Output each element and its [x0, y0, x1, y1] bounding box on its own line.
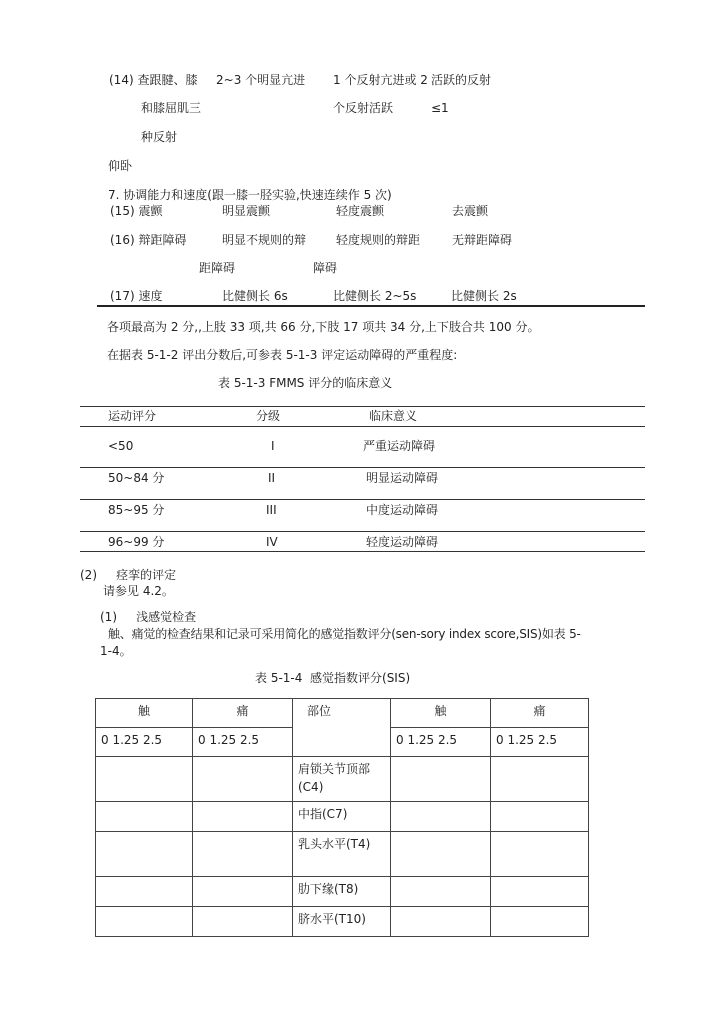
sis-cell [391, 832, 491, 877]
fmms-cell: IV [266, 535, 278, 549]
item16-score0-cont: 距障碍 [199, 261, 236, 275]
fmms-header: 运动评分 [108, 409, 157, 423]
item15-score0: 明显震颤 [222, 204, 271, 218]
divider [80, 499, 645, 500]
item17-label: (17) 速度 [110, 289, 163, 303]
item14-score1: 1 个反射亢进或 2 [333, 73, 428, 87]
fmms-cell: 严重运动障碍 [363, 439, 436, 453]
fmms-cell: I [271, 439, 275, 453]
sis-site: 脐水平(T10) [293, 907, 391, 937]
table-bottom-rule [97, 305, 645, 307]
divider [80, 551, 645, 552]
spasticity-text: 请参见 4.2。 [103, 584, 174, 598]
sis-cell [96, 877, 193, 907]
sis-header-touch: 触 [391, 699, 491, 728]
sis-header-site: 部位 [293, 699, 391, 757]
sis-cell [96, 802, 193, 832]
fmms-caption: 表 5-1-3 FMMS 评分的临床意义 [218, 376, 393, 390]
item16-score2: 无辩距障碍 [452, 233, 513, 247]
item15-label: (15) 震颤 [110, 204, 163, 218]
fmms-cell: 轻度运动障碍 [366, 535, 439, 549]
fmms-cell: <50 [108, 439, 134, 453]
sis-scale: 0 1.25 2.5 [391, 728, 491, 757]
sis-cell [491, 832, 589, 877]
fmms-cell: 85~95 分 [108, 503, 165, 517]
sis-cell [193, 802, 293, 832]
sis-cell [491, 907, 589, 937]
item14-label: (14) 查跟腱、膝 [109, 73, 198, 87]
sis-cell [96, 832, 193, 877]
sis-scale: 0 1.25 2.5 [96, 728, 193, 757]
fmms-header: 分级 [256, 409, 281, 423]
divider [80, 426, 645, 427]
item15-score2: 去震颤 [452, 204, 489, 218]
sis-cell [391, 757, 491, 802]
item16-label: (16) 辩距障碍 [110, 233, 187, 247]
sis-cell [193, 907, 293, 937]
fmms-cell: 50~84 分 [108, 471, 165, 485]
sis-cell [491, 802, 589, 832]
sis-site: 肩锁关节顶部(C4) [293, 757, 391, 802]
sensory-text: 触、痛觉的检查结果和记录可采用简化的感觉指数评分(sen-sory index score,SIS)如表 5- [108, 627, 581, 641]
item17-score2: 比健侧长 2s [451, 289, 517, 303]
divider [80, 406, 645, 407]
item16-score1: 轻度规则的辩距 [336, 233, 421, 247]
sis-site: 肋下缘(T8) [293, 877, 391, 907]
sis-cell [193, 877, 293, 907]
item14-score2: 活跃的反射 [431, 73, 492, 87]
sis-cell [96, 907, 193, 937]
spasticity-heading: (2) 痉挛的评定 [80, 568, 177, 582]
sis-scale: 0 1.25 2.5 [193, 728, 293, 757]
sis-caption: 表 5-1-4 感觉指数评分(SIS) [255, 671, 411, 685]
item15-score1: 轻度震颤 [336, 204, 385, 218]
item14-score2-cont: ≤1 [431, 101, 449, 115]
sis-cell [391, 907, 491, 937]
item14-score1-cont: 个反射活跃 [333, 101, 394, 115]
sis-header-touch: 触 [96, 699, 193, 728]
sis-cell [391, 802, 491, 832]
position-text: 仰卧 [108, 159, 133, 173]
score-summary-text: 各项最高为 2 分,,上肢 33 项,共 66 分,下肢 17 项共 34 分,上下肢合共 100 分。 [107, 320, 540, 334]
item16-score1-cont: 障碍 [313, 261, 338, 275]
fmms-cell: 96~99 分 [108, 535, 165, 549]
item16-score0: 明显不规则的辩 [222, 233, 307, 247]
sis-cell [391, 877, 491, 907]
sis-header-pain: 痛 [193, 699, 293, 728]
sensory-text-cont: 1-4。 [100, 644, 132, 658]
item17-score0: 比健侧长 6s [222, 289, 288, 303]
fmms-cell: 中度运动障碍 [366, 503, 439, 517]
sis-cell [96, 757, 193, 802]
item14-label-cont: 和膝屈肌三 [141, 101, 202, 115]
section7-title: 7. 协调能力和速度(跟一膝一胫实验,快速连续作 5 次) [108, 188, 392, 202]
sis-cell [193, 757, 293, 802]
instruction-text: 在据表 5-1-2 评出分数后,可参表 5-1-3 评定运动障碍的严重程度: [107, 348, 458, 362]
sis-header-pain: 痛 [491, 699, 589, 728]
fmms-cell: 明显运动障碍 [366, 471, 439, 485]
sis-scale: 0 1.25 2.5 [491, 728, 589, 757]
divider [80, 531, 645, 532]
item17-score1: 比健侧长 2~5s [333, 289, 417, 303]
fmms-cell: II [268, 471, 276, 485]
sis-site: 中指(C7) [293, 802, 391, 832]
item14-score0: 2~3 个明显亢进 [216, 73, 306, 87]
fmms-header: 临床意义 [369, 409, 418, 423]
divider [80, 467, 645, 468]
sis-cell [193, 832, 293, 877]
item14-label-cont2: 种反射 [141, 130, 178, 144]
sis-cell [491, 757, 589, 802]
sensory-heading: (1) 浅感觉检查 [100, 610, 197, 624]
sis-cell [491, 877, 589, 907]
sis-table [95, 698, 589, 937]
sis-site: 乳头水平(T4) [293, 832, 391, 877]
fmms-cell: III [266, 503, 277, 517]
